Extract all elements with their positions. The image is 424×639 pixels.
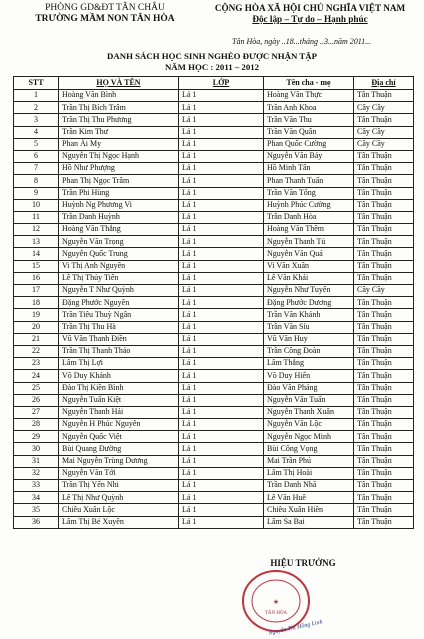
cell-parent: Nguyễn Văn Tuấn (264, 394, 354, 406)
cell-name: Trần Phi Hùng (59, 187, 179, 199)
table-row (14, 236, 414, 248)
cell-stt: 7 (14, 163, 59, 175)
table-row (14, 163, 414, 175)
cell-parent: Lâm Thắng (264, 358, 354, 370)
cell-stt: 34 (14, 492, 59, 504)
cell-stt: 35 (14, 504, 59, 516)
cell-stt: 2 (14, 102, 59, 114)
table-row (14, 333, 414, 345)
country-motto: Độc lập – Tự do – Hạnh phúc (252, 14, 368, 24)
cell-name: Chiêu Xuân Lộc (59, 504, 179, 516)
cell-name: Hoàng Văn Bình (59, 90, 179, 102)
svg-text:TÂN HÒA: TÂN HÒA (264, 611, 288, 616)
cell-parent: Trần Công Đoàn (264, 345, 354, 357)
cell-parent: Trần Anh Khoa (264, 102, 354, 114)
cell-address: Tân Thuận (354, 175, 414, 187)
cell-name: Trần Danh Huỳnh (59, 211, 179, 223)
cell-name: Nguyễn Quốc Việt (59, 431, 179, 443)
table-row (14, 321, 414, 333)
cell-stt: 13 (14, 236, 59, 248)
table-row (14, 102, 414, 114)
col-header-stt: STT (14, 77, 59, 90)
cell-address: Tân Thuận (354, 370, 414, 382)
cell-class: Lá 1 (179, 370, 264, 382)
cell-name: Mai Nguyễn Trùng Dương (59, 455, 179, 467)
cell-name: Hồ Như Phượng (59, 163, 179, 175)
cell-name: Phan Ái My (59, 138, 179, 150)
cell-class: Lá 1 (179, 102, 264, 114)
cell-stt: 36 (14, 516, 59, 528)
cell-class: Lá 1 (179, 285, 264, 297)
table-row (14, 114, 414, 126)
cell-parent: Mai Trần Phú (264, 455, 354, 467)
document-title (0, 51, 424, 73)
cell-stt: 17 (14, 285, 59, 297)
table-row (14, 309, 414, 321)
cell-name: Lê Thị Thủy Tiên (59, 272, 179, 284)
cell-class: Lá 1 (179, 309, 264, 321)
cell-address: Tân Thuận (354, 297, 414, 309)
header-right (196, 3, 424, 25)
cell-stt: 32 (14, 467, 59, 479)
cell-name: Nguyễn Tuấn Kiệt (59, 394, 179, 406)
cell-address: Tân Thuận (354, 467, 414, 479)
cell-name: Trần Thị Yến Nhi (59, 480, 179, 492)
cell-class: Lá 1 (179, 272, 264, 284)
table-row (14, 492, 414, 504)
cell-stt: 4 (14, 126, 59, 138)
cell-class: Lá 1 (179, 467, 264, 479)
cell-class: Lá 1 (179, 224, 264, 236)
table-row (14, 90, 414, 102)
cell-address: Tân Thuận (354, 492, 414, 504)
country-title: CỘNG HÒA XÃ HỘI CHỦ NGHĨA VIỆT NAM (214, 3, 406, 13)
table-row (14, 150, 414, 162)
cell-stt: 24 (14, 370, 59, 382)
table-row (14, 297, 414, 309)
cell-name: Nguyễn Quốc Trung (59, 248, 179, 260)
cell-parent: Trần Văn Quân (264, 126, 354, 138)
cell-address: Tân Thuận (354, 309, 414, 321)
cell-name: Nguyễn H Phúc Nguyên (59, 419, 179, 431)
cell-address: Tân Thuận (354, 394, 414, 406)
cell-address: Tân Thuận (354, 419, 414, 431)
cell-address: Cây Cầy (354, 285, 414, 297)
cell-address: Tân Thuận (354, 504, 414, 516)
cell-address: Tân Thuận (354, 333, 414, 345)
cell-stt: 22 (14, 345, 59, 357)
cell-name: Trần Thị Thanh Thảo (59, 345, 179, 357)
cell-stt: 18 (14, 297, 59, 309)
cell-stt: 25 (14, 382, 59, 394)
cell-class: Lá 1 (179, 333, 264, 345)
cell-name: Trần Kim Thư (59, 126, 179, 138)
cell-stt: 33 (14, 480, 59, 492)
signer-name: Nguyễn Thị Hồng Linh (267, 619, 324, 637)
cell-parent: Chiêu Xuân Hiền (264, 504, 354, 516)
cell-address: Tân Thuận (354, 150, 414, 162)
cell-class: Lá 1 (179, 394, 264, 406)
cell-address: Cây Cầy (354, 138, 414, 150)
cell-class: Lá 1 (179, 236, 264, 248)
cell-name: Nguyễn Văn Trọng (59, 236, 179, 248)
signature-title: HIỆU TRƯỞNG (270, 558, 336, 568)
table-row (14, 419, 414, 431)
cell-name: Lâm Thị Bé Xuyên (59, 516, 179, 528)
student-table (13, 76, 414, 529)
cell-stt: 3 (14, 114, 59, 126)
svg-text:★: ★ (272, 598, 280, 606)
cell-address: Tân Thuận (354, 516, 414, 528)
cell-class: Lá 1 (179, 406, 264, 418)
cell-class: Lá 1 (179, 455, 264, 467)
table-row (14, 406, 414, 418)
cell-address: Tân Thuận (354, 114, 414, 126)
col-header-class: LỚP (179, 77, 264, 90)
cell-stt: 16 (14, 272, 59, 284)
cell-address: Tân Thuận (354, 406, 414, 418)
table-row (14, 187, 414, 199)
cell-parent: Nguyễn Văn Lộc (264, 419, 354, 431)
cell-parent: Lê Văn Huê (264, 492, 354, 504)
table-row (14, 248, 414, 260)
cell-stt: 14 (14, 248, 59, 260)
cell-address: Tân Thuận (354, 90, 414, 102)
cell-address: Tân Thuận (354, 187, 414, 199)
cell-address: Tân Thuận (354, 272, 414, 284)
cell-parent: Phan Thanh Tuấn (264, 175, 354, 187)
cell-stt: 31 (14, 455, 59, 467)
cell-address: Tân Thuận (354, 443, 414, 455)
cell-class: Lá 1 (179, 199, 264, 211)
table-row (14, 126, 414, 138)
cell-class: Lá 1 (179, 431, 264, 443)
cell-parent: Nguyễn Văn Bảy (264, 150, 354, 162)
cell-parent: Phan Quốc Cường (264, 138, 354, 150)
table-row (14, 260, 414, 272)
col-header-address: Địa chỉ (354, 77, 414, 90)
table-row (14, 211, 414, 223)
cell-address: Tân Thuận (354, 321, 414, 333)
cell-name: Nguyễn T Như Quỳnh (59, 285, 179, 297)
cell-parent: Trần Văn Sỉu (264, 321, 354, 333)
cell-parent: Trần Văn Khánh (264, 309, 354, 321)
table-body (14, 90, 414, 529)
cell-stt: 9 (14, 187, 59, 199)
cell-stt: 27 (14, 406, 59, 418)
cell-address: Tân Thuận (354, 199, 414, 211)
cell-class: Lá 1 (179, 90, 264, 102)
table-row (14, 467, 414, 479)
cell-parent: Trần Văn Thu (264, 114, 354, 126)
table-row (14, 382, 414, 394)
cell-name: Trần Thị Thu Hà (59, 321, 179, 333)
cell-stt: 29 (14, 431, 59, 443)
table-row (14, 480, 414, 492)
cell-parent: Vi Văn Xuân (264, 260, 354, 272)
cell-parent: Nguyễn Ngọc Minh (264, 431, 354, 443)
cell-parent: Nguyễn Thanh Xuân (264, 406, 354, 418)
cell-parent: Trần Danh Nhã (264, 480, 354, 492)
table-row (14, 175, 414, 187)
cell-stt: 5 (14, 138, 59, 150)
cell-address: Tân Thuận (354, 224, 414, 236)
cell-class: Lá 1 (179, 321, 264, 333)
table-row (14, 199, 414, 211)
table-row (14, 394, 414, 406)
cell-address: Cây Cầy (354, 126, 414, 138)
table-row (14, 345, 414, 357)
table-row (14, 443, 414, 455)
cell-class: Lá 1 (179, 114, 264, 126)
cell-parent: Nguyễn Như Tuyên (264, 285, 354, 297)
cell-stt: 30 (14, 443, 59, 455)
cell-class: Lá 1 (179, 175, 264, 187)
cell-stt: 19 (14, 309, 59, 321)
cell-address: Tân Thuận (354, 358, 414, 370)
cell-parent: Đào Văn Pháng (264, 382, 354, 394)
cell-name: Huỳnh Ng Phương Vi (59, 199, 179, 211)
table-row (14, 138, 414, 150)
cell-address: Tân Thuận (354, 260, 414, 272)
cell-stt: 6 (14, 150, 59, 162)
cell-class: Lá 1 (179, 480, 264, 492)
cell-parent: Trần Danh Hòa (264, 211, 354, 223)
cell-parent: Bùi Công Vọng (264, 443, 354, 455)
cell-address: Tân Thuận (354, 480, 414, 492)
cell-name: Đặng Phước Nguyên (59, 297, 179, 309)
cell-parent: Huỳnh Phúc Cường (264, 199, 354, 211)
cell-stt: 20 (14, 321, 59, 333)
cell-parent: Trần Văn Tổng (264, 187, 354, 199)
cell-stt: 11 (14, 211, 59, 223)
cell-name: Đào Thị Kiền Bình (59, 382, 179, 394)
cell-name: Vi Thị Anh Nguyên (59, 260, 179, 272)
department-name: PHÒNG GD&ĐT TÂN CHÂU (45, 3, 165, 13)
cell-name: Nguyễn Thanh Hải (59, 406, 179, 418)
cell-class: Lá 1 (179, 150, 264, 162)
cell-class: Lá 1 (179, 492, 264, 504)
cell-class: Lá 1 (179, 138, 264, 150)
cell-address: Tân Thuận (354, 163, 414, 175)
cell-name: Vũ Văn Thanh Điền (59, 333, 179, 345)
cell-class: Lá 1 (179, 187, 264, 199)
cell-class: Lá 1 (179, 443, 264, 455)
cell-address: Tân Thuận (354, 236, 414, 248)
cell-name: Lâm Thị Lợi (59, 358, 179, 370)
cell-stt: 21 (14, 333, 59, 345)
cell-parent: Hoàng Văn Thêm (264, 224, 354, 236)
cell-class: Lá 1 (179, 504, 264, 516)
cell-name: Nguyễn Văn Tới (59, 467, 179, 479)
school-name: TRƯỜNG MẦM NON TÂN HÒA (35, 14, 175, 24)
title-line-2: NĂM HỌC : 2011 – 2012 (164, 62, 260, 72)
table-row (14, 455, 414, 467)
cell-parent: Lâm Sa Bai (264, 516, 354, 528)
cell-stt: 12 (14, 224, 59, 236)
table-row (14, 516, 414, 528)
cell-class: Lá 1 (179, 248, 264, 260)
cell-class: Lá 1 (179, 297, 264, 309)
header-left (10, 3, 200, 25)
cell-stt: 10 (14, 199, 59, 211)
cell-parent: Hồ Minh Tân (264, 163, 354, 175)
cell-class: Lá 1 (179, 211, 264, 223)
cell-class: Lá 1 (179, 345, 264, 357)
cell-name: Nguyễn Thị Ngọc Hạnh (59, 150, 179, 162)
cell-parent: Đặng Phước Dương (264, 297, 354, 309)
cell-name: Trần Thị Bích Trâm (59, 102, 179, 114)
cell-stt: 8 (14, 175, 59, 187)
table-header-row (14, 77, 414, 90)
cell-name: Trần Tiêu Thuỳ Ngân (59, 309, 179, 321)
cell-class: Lá 1 (179, 163, 264, 175)
table-row (14, 504, 414, 516)
cell-parent: Vũ Văn Huy (264, 333, 354, 345)
cell-stt: 23 (14, 358, 59, 370)
cell-address: Cây Cầy (354, 102, 414, 114)
date-line: Tân Hòa, ngày ..18...tháng ..3...năm 2011... (232, 37, 372, 46)
cell-parent: Nguyễn Thanh Tú (264, 236, 354, 248)
table-row (14, 224, 414, 236)
cell-address: Tân Thuận (354, 345, 414, 357)
table-row (14, 358, 414, 370)
cell-parent: Lâm Thị Hoài (264, 467, 354, 479)
cell-name: Bùi Quang Đường (59, 443, 179, 455)
table-row (14, 272, 414, 284)
cell-class: Lá 1 (179, 516, 264, 528)
cell-stt: 28 (14, 419, 59, 431)
col-header-parent: Tên cha - mẹ (264, 77, 354, 90)
cell-parent: Lê Văn Khải (264, 272, 354, 284)
cell-address: Tân Thuận (354, 382, 414, 394)
cell-class: Lá 1 (179, 126, 264, 138)
title-line-1: DANH SÁCH HỌC SINH NGHÈO ĐƯỢC NHẬN TẬP (107, 51, 317, 61)
cell-stt: 26 (14, 394, 59, 406)
cell-name: Trần Thị Thu Phương (59, 114, 179, 126)
cell-address: Tân Thuận (354, 431, 414, 443)
cell-stt: 1 (14, 90, 59, 102)
cell-class: Lá 1 (179, 382, 264, 394)
cell-parent: Hoàng Văn Thực (264, 90, 354, 102)
cell-address: Tân Thuận (354, 248, 414, 260)
cell-address: Tân Thuận (354, 211, 414, 223)
cell-stt: 15 (14, 260, 59, 272)
table-row (14, 431, 414, 443)
cell-name: Phan Thị Ngọc Trâm (59, 175, 179, 187)
cell-address: Tân Thuận (354, 455, 414, 467)
cell-name: Lê Thị Như Quỳnh (59, 492, 179, 504)
cell-name: Hoàng Văn Thắng (59, 224, 179, 236)
cell-parent: Nguyễn Văn Quá (264, 248, 354, 260)
cell-class: Lá 1 (179, 358, 264, 370)
cell-class: Lá 1 (179, 419, 264, 431)
cell-name: Võ Duy Khánh (59, 370, 179, 382)
cell-class: Lá 1 (179, 260, 264, 272)
table-row (14, 370, 414, 382)
table-row (14, 285, 414, 297)
cell-parent: Võ Duy Hiển (264, 370, 354, 382)
col-header-name: HỌ VÀ TÊN (59, 77, 179, 90)
